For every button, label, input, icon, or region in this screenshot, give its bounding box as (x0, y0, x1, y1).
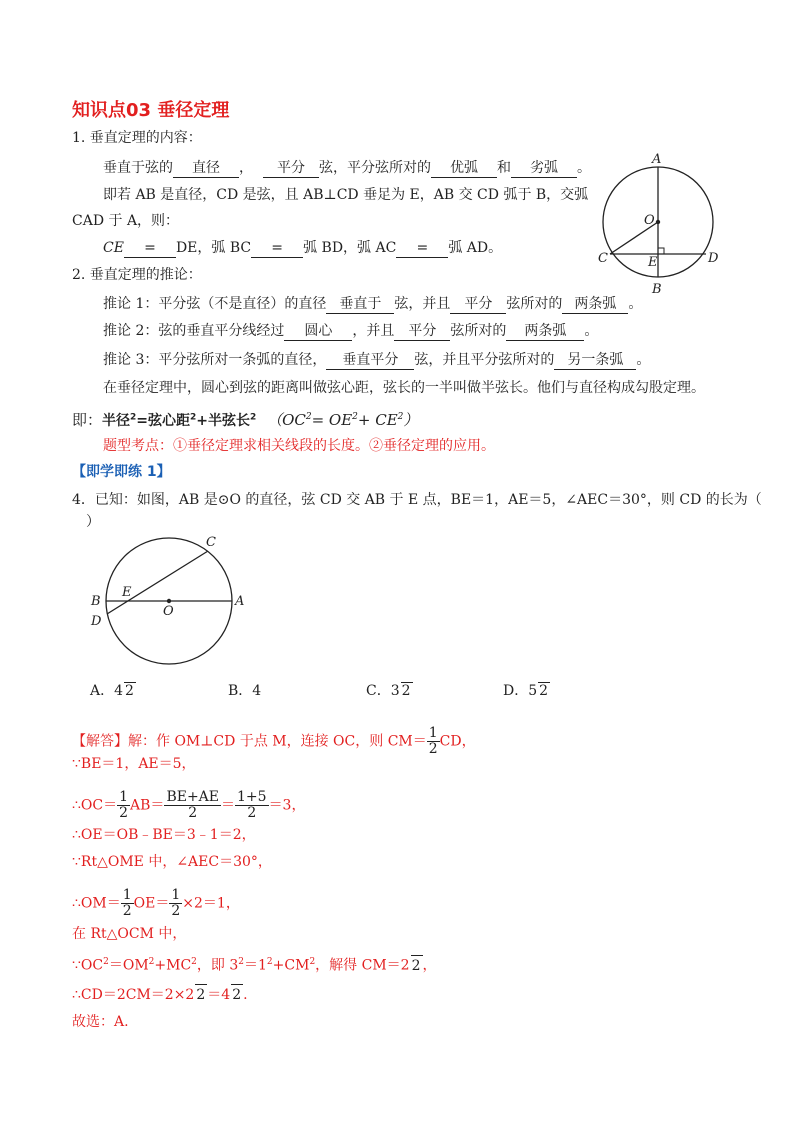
solution-line-5: ∵Rt△OME 中，∠AEC＝30°， (72, 854, 272, 870)
solution-line-4: ∴OE＝OB﹣BE＝3﹣1＝2， (72, 827, 256, 843)
fig2-label-b: B (91, 594, 101, 609)
solution-line-3: ∴OC＝ $\frac{1}{2}$ AB＝ $\frac{BE+AE}{2}$ ＝ $\frac{1+5}{2}$ ＝3， (72, 789, 306, 821)
theorem-line-4: CE = DE，弧 BC = 弧 BD，弧 AC = 弧 AD。 (103, 240, 503, 256)
option-d[interactable]: D．5 2 (503, 683, 549, 699)
fig1-right-angle-mark (658, 248, 664, 254)
question-4-text-cont: ） (86, 514, 100, 530)
figure-perpendicular-diameter (596, 150, 726, 300)
fig1-label-c: C (598, 251, 608, 266)
fig2-label-d: D (91, 614, 102, 629)
solution-line-7: 在 Rt△OCM 中， (72, 926, 187, 942)
fig2-label-a: A (235, 594, 245, 609)
fig1-label-e: E (648, 255, 658, 270)
fig1-label-o: O (644, 213, 655, 228)
fig1-label-a: A (652, 152, 662, 167)
fig2-label-o: O (163, 604, 174, 619)
corollary-2: 推论 2：弦的垂直平分线经过 圆心 ，并且 平分 弦所对的 两条弧 。 (103, 323, 599, 339)
solution-line-6: ∴OM＝ $\frac{1}{2}$ OE＝ $\frac{1}{2}$ ×2＝1， (72, 887, 240, 919)
solution-line-1: 【解答】解：作 OM⊥CD 于点 M，连接 OC，则 CM＝ $\frac{1}{2}$ CD， (72, 725, 476, 757)
formula-line: 即：半径$^2$=弦心距$^2$+半弦长$^2$ $(OC^2= OE^2+ CE^2)$ (72, 411, 419, 429)
theorem-line-2: 即若 AB 是直径，CD 是弦，且 AB⊥CD 垂足为 E，AB 交 CD 弧于 B，交弧 (103, 187, 589, 203)
exam-points: 题型考点：①垂径定理求相关线段的长度。②垂径定理的应用。 (103, 438, 495, 454)
option-a[interactable]: A．4 2 (90, 683, 134, 699)
fig1-center-dot (656, 220, 660, 224)
fig2-label-c: C (206, 535, 216, 550)
solution-answer: 故选：A. (72, 1014, 129, 1030)
fig2-chord-cd (107, 551, 208, 614)
solution-line-2: ∵BE＝1，AE＝5， (72, 756, 196, 772)
corollary-1: 推论 1：平分弦（不是直径）的直径 垂直于 弦，并且 平分 弦所对的 两条弧 。 (103, 296, 643, 312)
question-4-text: 4．已知：如图，AB 是⊙O 的直径，弦 CD 交 AB 于 E 点，BE＝1，AE＝5，∠AEC＝30°，则 CD 的长为（ (72, 492, 762, 508)
section-title: 知识点03 垂径定理 (72, 100, 230, 121)
section-1-heading: 1. 垂直定理的内容： (72, 130, 202, 146)
fig2-center-dot (167, 599, 171, 603)
section-2-heading: 2. 垂直定理的推论： (72, 267, 202, 283)
solution-line-8: $\because OC^2=OM^2+MC^2$，即 $3^2=1^2+CM^2$，解得 CM＝2 2 ， (72, 952, 437, 976)
fig1-label-d: D (708, 251, 719, 266)
fig1-label-b: B (652, 282, 662, 297)
option-b[interactable]: B．4 (228, 683, 262, 699)
theorem-line-3: CAD 于 A，则： (72, 213, 180, 229)
figure-circle-chord (86, 528, 256, 668)
solution-line-9: ∴CD＝2CM＝2×2 2 ＝4 2 . (72, 984, 248, 1005)
fig2-label-e: E (122, 585, 132, 600)
pythagorean-note: 在垂径定理中，圆心到弦的距离叫做弦心距，弦长的一半叫做半弦长。他们与直径构成勾股定理。 (103, 380, 705, 396)
practice-heading: 【即学即练 1】 (72, 464, 171, 480)
option-c[interactable]: C．3 2 (366, 683, 411, 699)
theorem-line-1: 垂直于弦的 直径 ， 平分 弦，平分弦所对的 优弧 和 劣弧 。 (103, 160, 591, 176)
corollary-3: 推论 3：平分弦所对一条弧的直径， 垂直平分 弦，并且平分弦所对的 另一条弧 。 (103, 352, 651, 368)
